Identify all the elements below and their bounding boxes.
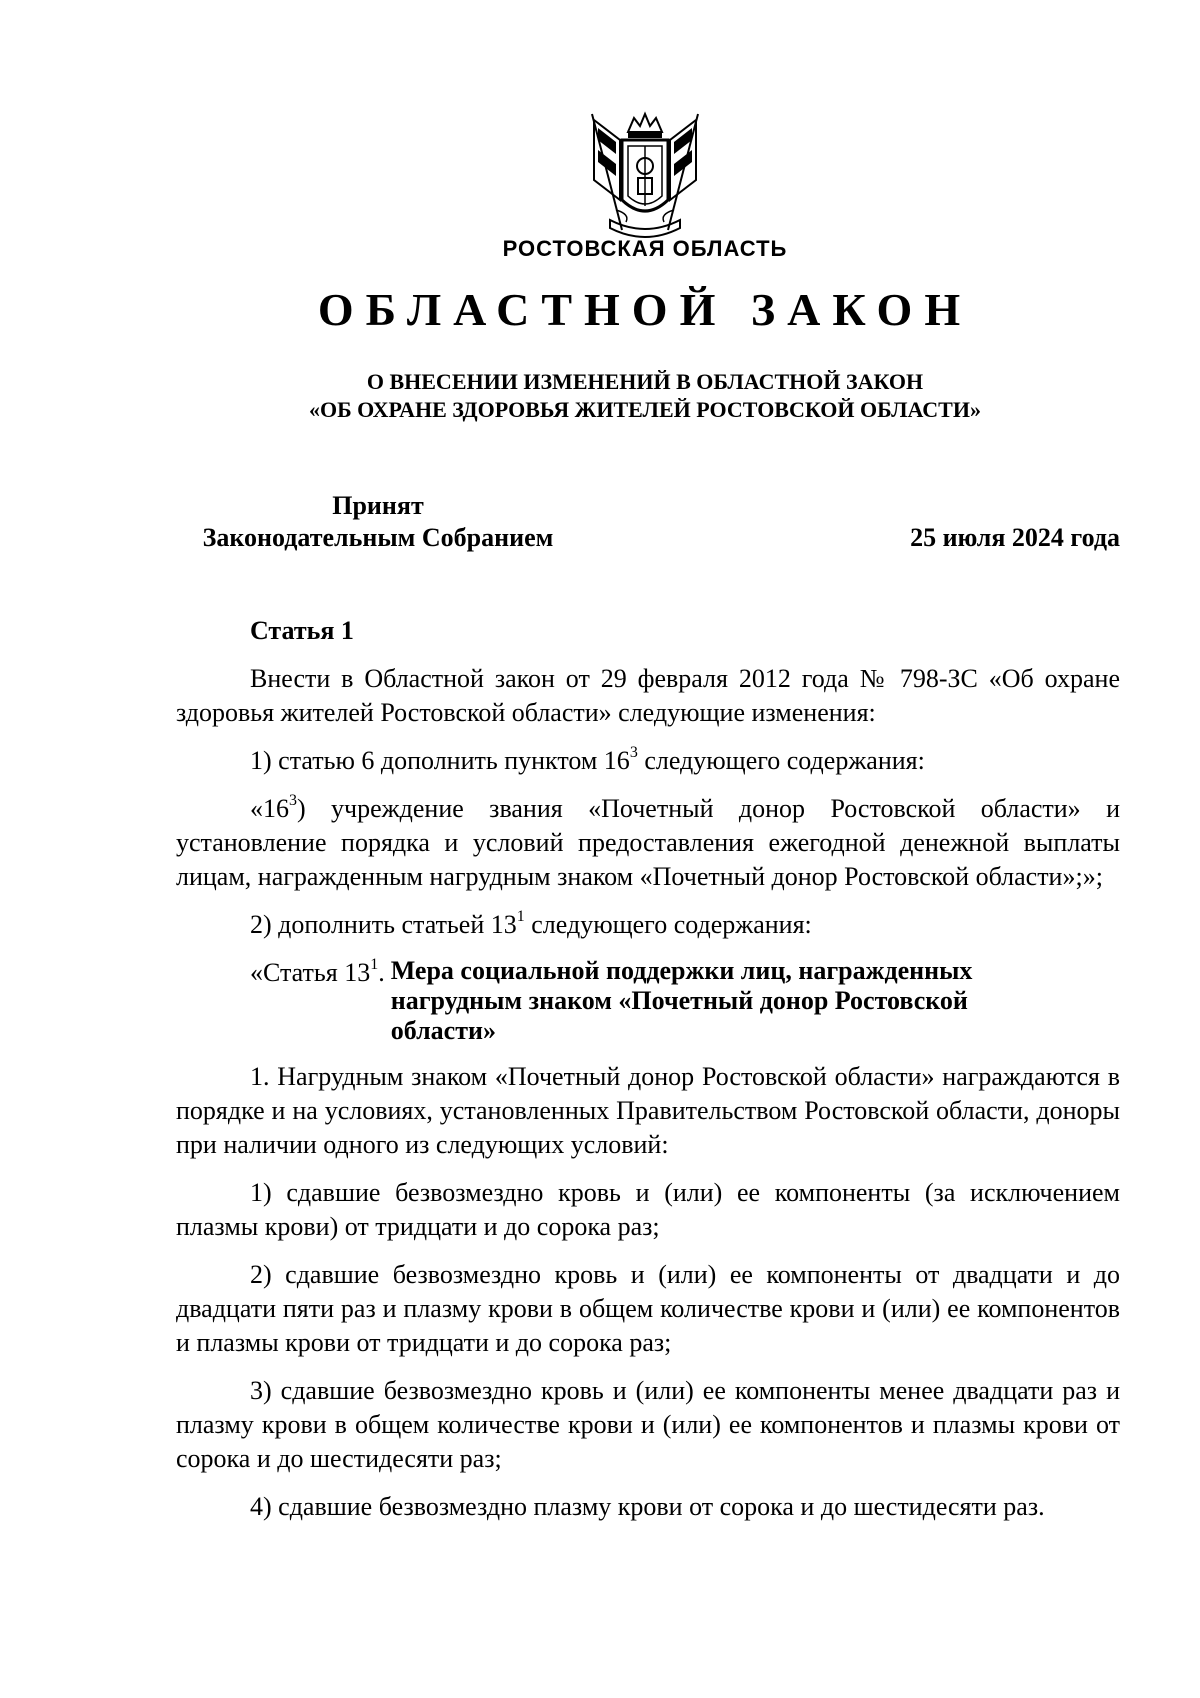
paragraph: 1. Нагрудным знаком «Почетный донор Ростовской области» награждаются в порядке и на условиях, установленных Правительством Ростовской области, доноры при наличии одного из следующих условий: xyxy=(176,1062,1120,1159)
text-run: 1) статью 6 дополнить пунктом 16 xyxy=(250,746,630,775)
paragraph xyxy=(176,792,1120,894)
region-name: РОСТОВСКАЯ ОБЛАСТЬ xyxy=(502,236,788,261)
document-body xyxy=(176,614,1120,1538)
adoption-date: 25 июля 2024 года xyxy=(910,523,1120,552)
superscript: 1 xyxy=(370,956,379,974)
law-subtitle xyxy=(0,368,1200,424)
superscript: 3 xyxy=(289,792,297,810)
paragraph: 4) сдавшие безвозмездно плазму крови от сорока и до шестидесяти раз. xyxy=(250,1492,1045,1521)
law-subtitle-line: О ВНЕСЕНИИ ИЗМЕНЕНИЙ В ОБЛАСТНОЙ ЗАКОН xyxy=(366,369,924,394)
article-13-1-heading xyxy=(250,956,1120,1046)
text-run: следующего содержания: xyxy=(637,746,925,775)
paragraph: 2) сдавшие безвозмездно кровь и (или) ее компоненты от двадцати и до двадцати пяти раз и плазму крови в общем количестве крови и (или) ее компонентов и плазмы крови от тридцати и до сорока раз; xyxy=(176,1260,1120,1357)
text-run: . xyxy=(378,958,385,987)
superscript: 1 xyxy=(516,908,525,926)
text-run: 2) дополнить статьей 13 xyxy=(250,910,517,939)
adoption-line: Законодательным Собранием xyxy=(202,523,554,552)
article-title: Мера социальной поддержки лиц, награжденных нагрудным знаком «Почетный донор Ростовской области» xyxy=(390,956,973,1045)
rostov-coat-of-arms-icon xyxy=(580,110,710,246)
adoption-body xyxy=(178,490,578,554)
paragraph: 1) сдавшие безвозмездно кровь и (или) ее компоненты (за исключением плазмы крови) от тридцати и до сорока раз; xyxy=(176,1178,1120,1241)
paragraph xyxy=(176,744,1120,778)
article-heading: Статья 1 xyxy=(250,616,354,645)
superscript: 3 xyxy=(629,744,638,762)
text-run: следующего содержания: xyxy=(524,910,812,939)
article-number xyxy=(250,956,391,1046)
text-run: «16 xyxy=(250,794,289,823)
text-run: ) учреждение звания «Почетный донор Ростовской области» и установление порядка и условий предоставления ежегодной денежной выплаты лицам, награжденным нагрудным знаком «Почетный донор Ростовской области»;»; xyxy=(176,794,1120,891)
law-subtitle-line: «ОБ ОХРАНЕ ЗДОРОВЬЯ ЖИТЕЛЕЙ РОСТОВСКОЙ ОБЛАСТИ» xyxy=(309,397,981,422)
adoption-line: Принят xyxy=(332,491,424,520)
law-type-title: ОБЛАСТНОЙ ЗАКОН xyxy=(317,284,973,335)
paragraph: 3) сдавшие безвозмездно кровь и (или) ее компоненты менее двадцати раз и плазму крови в общем количестве крови и (или) ее компонентов и плазмы крови от сорока и до шестидесяти раз; xyxy=(176,1376,1120,1473)
paragraph: Внести в Областной закон от 29 февраля 2012 года № 798-ЗС «Об охране здоровья жителей Ростовской области» следующие изменения: xyxy=(176,664,1120,727)
paragraph xyxy=(176,908,1120,942)
text-run: «Статья 13 xyxy=(250,958,371,987)
